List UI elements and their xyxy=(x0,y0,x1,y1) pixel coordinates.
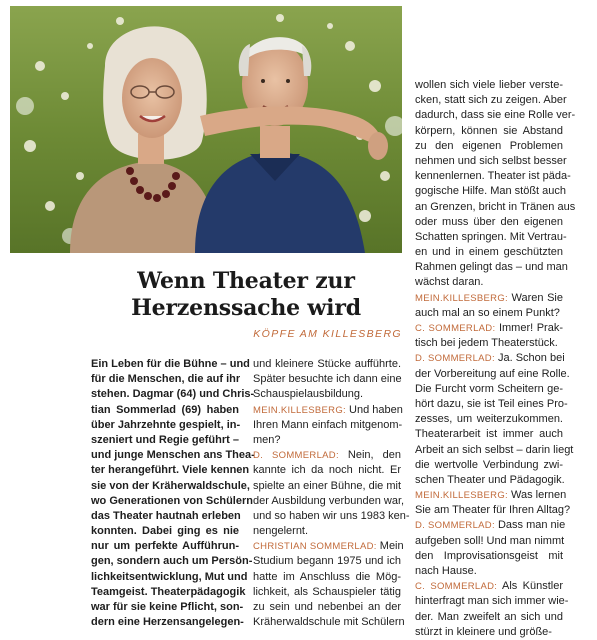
intro-column xyxy=(91,357,255,630)
text-line: tian Sommerlad (69) haben xyxy=(91,403,239,416)
text-line xyxy=(415,275,563,290)
text-line xyxy=(415,549,563,564)
interview-column-2 xyxy=(253,357,410,630)
text-line xyxy=(253,372,401,387)
speaker-line xyxy=(415,351,563,366)
text-line: konnten. Dabei ging es nie xyxy=(91,525,239,538)
text-line xyxy=(415,78,563,93)
text-line xyxy=(253,615,405,630)
text-line xyxy=(415,215,563,230)
line-text: Und haben xyxy=(345,403,403,416)
text-line: Teamgeist. Theaterpädagogik xyxy=(91,585,246,598)
text-line xyxy=(253,509,410,524)
line-text: der Ausbildung verbunden war, xyxy=(253,494,405,507)
text-line xyxy=(415,412,563,427)
line-text: Immer! Prak- xyxy=(495,322,563,334)
text-line: und junge Menschen ans Thea- xyxy=(91,449,255,462)
text-line xyxy=(415,336,563,351)
speaker-line xyxy=(415,321,563,336)
text-line xyxy=(415,169,571,184)
speaker-label: D. SOMMERLAD: xyxy=(415,520,495,532)
text-line xyxy=(415,473,563,488)
article-title-line-2: Herzenssache wird xyxy=(131,295,361,321)
text-line xyxy=(415,625,563,640)
speaker-line xyxy=(253,539,404,554)
text-line xyxy=(415,124,563,139)
text-line xyxy=(415,200,576,215)
text-line xyxy=(253,357,401,372)
text-line xyxy=(415,139,563,154)
line-text: lichkeit, als Schauspieler tätig xyxy=(253,585,401,598)
text-line xyxy=(415,427,563,442)
line-text: Ja. Schon bei xyxy=(494,352,565,365)
line-text: Schatten springen. Mit Vertrau- xyxy=(415,230,567,243)
line-text: men? xyxy=(253,433,281,446)
line-text: Dass man nie xyxy=(494,519,566,532)
text-line: über Jahrzehnte gespielt, in- xyxy=(91,418,241,431)
line-text: kennenlernen. Theater ist päda- xyxy=(415,170,571,183)
text-line xyxy=(415,503,571,518)
text-line xyxy=(253,463,401,478)
article-title xyxy=(90,268,402,322)
text-line xyxy=(415,397,568,412)
text-line xyxy=(415,108,576,123)
text-line xyxy=(415,154,567,169)
article-title-line-1: Wenn Theater zur xyxy=(137,268,355,294)
text-line xyxy=(415,93,567,108)
text-line xyxy=(415,564,563,579)
line-text: schen Theater und Pädagogik. xyxy=(415,473,565,486)
text-line: gen, sondern auch um Persön- xyxy=(91,555,253,568)
line-text: Mein xyxy=(376,540,404,553)
speaker-line xyxy=(253,403,401,418)
line-text: auch mal an so einem Punkt? xyxy=(415,306,560,319)
line-text: Ihren Mann einfach mitgenom- xyxy=(253,418,403,431)
text-line: sie von der Kräherwaldschule, xyxy=(91,479,250,492)
line-text: oder muss über den eigenen xyxy=(415,215,563,228)
text-line: ter herangeführt. Viele kennen xyxy=(91,464,250,477)
line-text: der Vorbereitung auf eine Rolle. xyxy=(415,367,570,380)
line-text: en und in einem geschützten xyxy=(415,246,563,259)
line-text: dadurch, dass sie eine Rolle ver- xyxy=(415,109,576,122)
line-text: Als Künstler xyxy=(497,580,563,593)
text-line: Ein Leben für die Bühne – und xyxy=(91,358,250,370)
speaker-label: C. SOMMERLAD: xyxy=(415,323,496,334)
speaker-line xyxy=(253,448,401,463)
text-line: dern eine Herzensangelegen- xyxy=(91,616,244,629)
speaker-label: CHRISTIAN SOMMERLAD: xyxy=(253,541,377,553)
text-line xyxy=(415,610,563,625)
line-text: cken, statt sich zu zeigen. Aber xyxy=(415,94,567,107)
text-line xyxy=(253,554,401,569)
text-line xyxy=(415,443,574,458)
line-text: Was lernen xyxy=(507,489,567,502)
line-text: hatte im Anschluss die Mög- xyxy=(253,570,401,583)
speaker-line xyxy=(415,518,566,533)
line-text: der. Man zweifelt an sich und xyxy=(415,610,563,623)
line-text: tisch bei jedem Theaterstück. xyxy=(415,337,558,350)
speaker-line xyxy=(415,488,567,503)
line-text: Sie am Theater für Ihren Alltag? xyxy=(415,504,571,517)
line-text: körpern, können sie Abstand xyxy=(415,124,563,137)
text-line: nur um perfekte Aufführun- xyxy=(91,540,239,553)
line-text: Studium begann 1975 und ich xyxy=(253,555,401,568)
speaker-label: D. SOMMERLAD: xyxy=(415,353,495,365)
line-text: Die Furcht vorm Scheitern ge- xyxy=(415,382,563,395)
photo-couple-illustration xyxy=(10,6,402,253)
text-line xyxy=(415,594,569,609)
line-text: den Improvisationsgeist mit xyxy=(415,549,563,562)
text-line xyxy=(415,534,563,549)
line-text: nach Hause. xyxy=(415,565,477,577)
text-line xyxy=(253,494,405,509)
speaker-line xyxy=(415,579,563,594)
text-line: das Theater hautnah erleben xyxy=(91,509,241,522)
line-text: Arbeit an sich selbst – darin liegt xyxy=(415,443,574,456)
line-text: die wertvolle Verbindung zwi- xyxy=(415,458,563,471)
text-line xyxy=(415,230,567,245)
text-line xyxy=(415,184,567,199)
text-line: lichkeitsentwicklung, Mut und xyxy=(91,570,248,583)
line-text: Rahmen gelingt das – und man xyxy=(415,261,568,274)
text-line xyxy=(415,458,563,473)
text-line xyxy=(415,367,570,382)
line-text: nehmen und sich selbst besser xyxy=(415,154,567,167)
article-photo xyxy=(10,6,402,253)
line-text: stürzt in kleinere und größe- xyxy=(415,625,552,638)
line-text: und kleinere Stücke aufführte. xyxy=(253,358,401,370)
text-line: wo Generationen von Schülern xyxy=(91,494,253,507)
line-text: wächst daran. xyxy=(415,276,484,289)
text-line: szeniert und Regie geführt – xyxy=(91,433,239,446)
text-line xyxy=(415,382,563,397)
text-line xyxy=(415,260,568,275)
article-kicker: KÖPFE AM KILLESBERG xyxy=(253,328,402,340)
text-line xyxy=(253,570,401,585)
interview-column-3 xyxy=(415,78,576,640)
text-line xyxy=(253,418,401,433)
line-text: gogische Hilfe. Man stößt auch xyxy=(415,185,567,198)
text-line xyxy=(253,387,401,402)
speaker-label: MEIN.KILLESBERG: xyxy=(253,404,346,416)
line-text: Waren Sie xyxy=(507,291,563,304)
line-text: Schauspielausbildung. xyxy=(253,388,364,401)
speaker-label: C. SOMMERLAD: xyxy=(415,581,498,593)
line-text: zu sein und nebenbei an der xyxy=(253,601,401,613)
speaker-line xyxy=(415,291,563,306)
line-text: zesses, um weiterzukommen. xyxy=(415,413,563,426)
text-line xyxy=(253,585,401,600)
text-line xyxy=(253,524,401,539)
line-text: wollen sich viele lieber verste- xyxy=(415,79,563,91)
text-line xyxy=(415,245,563,260)
speaker-label: MEIN.KILLESBERG: xyxy=(415,490,508,502)
line-text: und so haben wir uns 1983 ken- xyxy=(253,509,410,522)
line-text: nengelernt. xyxy=(253,525,309,538)
text-line xyxy=(415,306,563,321)
line-text: Nein, den xyxy=(338,449,401,462)
line-text: kannte ich da noch nicht. Er xyxy=(253,464,401,477)
speaker-label: MEIN.KILLESBERG: xyxy=(415,292,508,304)
line-text: aufgeben soll! Und man nimmt xyxy=(415,534,565,547)
line-text: hört dazu, sie ist Teil eines Pro- xyxy=(415,397,568,410)
text-line xyxy=(253,433,401,448)
line-text: Theaterarbeit ist immer auch xyxy=(415,428,563,441)
text-line xyxy=(253,479,401,494)
text-line xyxy=(253,600,401,615)
line-text: Kräherwaldschule mit Schülern xyxy=(253,616,405,629)
line-text: zu den eigenen Problemen xyxy=(415,139,563,152)
line-text: Später besuchte ich dann eine xyxy=(253,373,402,386)
line-text: an Grenzen, bricht in Tränen aus xyxy=(415,200,576,213)
text-line: für die Menschen, die auf ihr xyxy=(91,373,241,386)
text-line: stehen. Dagmar (64) und Chris- xyxy=(91,388,255,401)
text-line: war für sie keine Pflicht, son- xyxy=(91,601,244,613)
line-text: hinterfragt man sich immer wie- xyxy=(415,595,569,608)
speaker-label: D. SOMMERLAD: xyxy=(253,450,339,462)
line-text: spielte an einer Bühne, die mit xyxy=(253,479,401,492)
